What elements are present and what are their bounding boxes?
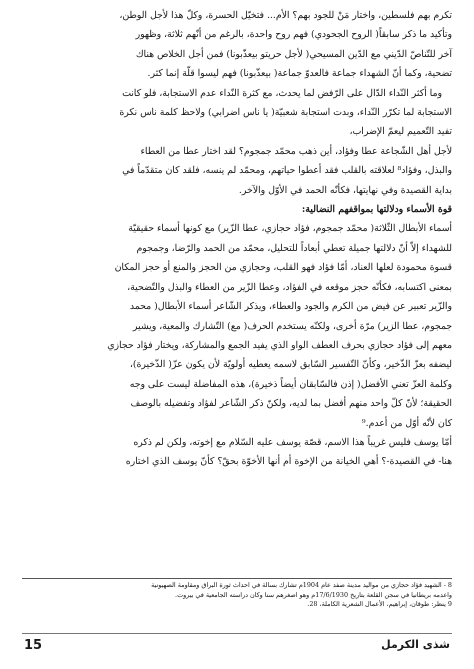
page-footer <box>22 633 452 658</box>
article-body <box>22 6 452 472</box>
text-line: كان لأنّه أوّل من أعدم.⁹ <box>361 417 452 429</box>
text-line: بمعنى اكتسابه، فكأنّه حجز موقعه في الفؤاد، وعطا الزّير من العطاء والبذل والتّضحية، <box>127 281 452 293</box>
footnote-9: 9 ينظر: طوقان، إبراهيم، الأعمال الشعرية الكاملة، 28. <box>307 600 452 609</box>
text-line: أسماء الأبطال الثّلاثة( محمّد جمجوم، فؤاد حجازي، عطا الزّير) مع كونها أسماء حقيقيّة <box>128 223 452 235</box>
text-line: تفيد التّعميم ليعمّ الإضراب، <box>349 126 452 138</box>
text-line: للشهداء إلاّ أنّ دلالتها جميلة تعطي أبعاداً للتحليل، محمّد من الحمد والرّضا، وجمجوم <box>136 242 452 254</box>
text-line: وما أكثر النّداء الدّال على الرّفض لما يحدث، مع كثرة النّداء عدم الاستجابة، فلو كانت <box>122 87 442 99</box>
text-line: لأجل أهل الشّجاعة عطا وفؤاد، أين ذهب محمّد جمجوم؟ لقد اختار عطا من العطاء <box>140 145 452 157</box>
text-line: وكلمة العزّ تعني الأفضل( إذن فالسّابقان أيضاً ذخيرة)، هذه المفاضلة ليست على وجه <box>129 378 452 390</box>
text-line: جمجوم، عطا الزير) مرّة أخرى، ولكنّه يستخدم الحرف( مع) التّشارك والمعية، ويشير <box>132 320 452 332</box>
page-number: 15 <box>24 638 43 653</box>
magazine-name: شذى الكرمل <box>381 638 450 651</box>
footnotes <box>22 581 452 610</box>
text-line: قسوة محمودة لعلها العناد، أمّا فؤاد فهو القلب، وحجازي من الحجز والمنع أو حجز المكان <box>114 262 452 274</box>
text-line: وتأكيد ما ذكر سابقاً( الروح الجحودي) فهم روح واحدة، بالرغم من أنّهم ثلاثة، وظهور <box>135 29 452 41</box>
section-heading: قوة الأسماء ودلالتها بمواقفهم النضالية: <box>301 204 452 216</box>
text-line: تضحية، وكما أنّ الشهداء جماعة فالعدوّ جماعة( بيعذّبونا) فهم ليسوا قلّة إنما كثر. <box>147 68 452 80</box>
text-line: الاستجابة لما تكرّر النّداء، وبدت استجابة شعبيّة( يا ناس اضرابي) ولاحظ كلمة ناس نكرة <box>119 107 452 119</box>
footnote-8: 8 - الشهيد فؤاد حجازي من مواليد مدينة صفد عام 1904م تشارك بسالة في احداث ثورة البراق ومقاومة الصهيونية <box>151 581 452 589</box>
text-line: والبذل، وفؤاد⁸ لعلاقته بالقلب فقد أعطوا حياتهم، ومحمّد لم ينسه، فلقد كان متقدّماً في <box>122 165 452 177</box>
text-line: الحقيقة؛ لأنّ كلّ واحد منهم أفضل بما لديه، ولكنّ ذكر الشّاعر لفؤاد وتفضيله بالوصف <box>130 398 452 410</box>
text-line: والزّير تعبير عن فيض من الكرم والجود والعطاء، ويذكر الشّاعر أسماء الأبطال( محمد <box>129 301 452 313</box>
text-line: هنا- في القصيدة-؟ أهي الخيانة من الإخوة أم أنها الأخوّة بحقّ؟ كأنّ يوسف الذي اختاره <box>125 456 452 468</box>
footnote-8-cont: واعدمه بريطانيا في سجن القلعة بتاريخ 17/6/1930م وهو اصغرهم سنا وكان دراسته الجامعية في بيروت. <box>175 590 452 599</box>
text-line: ليضفه بعزّ الذّخير، وكأنّ التّفسير السّابق لاسمه يعطيه أولويّة لأن يكون عزّ( الذّخيرة)، <box>129 359 452 371</box>
text-line: معهم إلى فؤاد حجازي بحرف العطف الواو الذي يفيد الجمع والمشاركة، ويختار فؤاد حجازي <box>107 339 452 351</box>
text-line: بداية القصيدة وفي نهايتها، فكأنّه الحمد في الأوّل والآخر. <box>238 184 452 196</box>
text-line: تكرم بهم فلسطين، واختار مَنْ للجود بهم؟ الأم... فتخيّل الحسرة، وكلّ هذا لأجل الوطن، <box>119 10 452 21</box>
text-line: أمّا يوسف فليس غريباً هذا الاسم، قصّة يوسف عليه السّلام مع إخوته، ولكن لم ذكره <box>133 436 452 448</box>
text-line: آخر للتّناصّ الدّيني مع الدّين المسيحي( لأجل حريتو بيعذّبونا) فمن أجل الخلاص هناك <box>135 48 452 60</box>
footnote-divider <box>22 578 452 579</box>
